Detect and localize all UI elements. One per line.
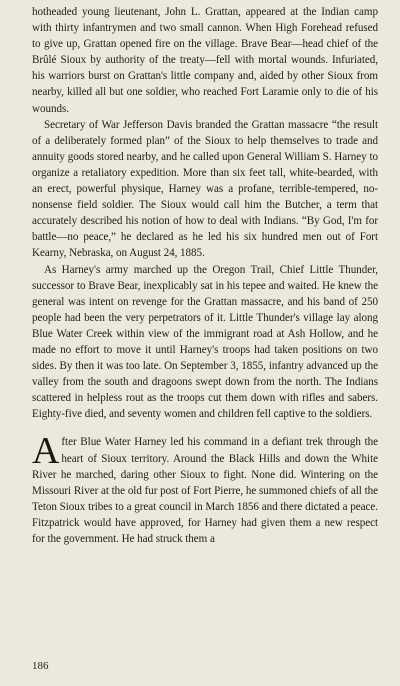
paragraph-harney-trek-text: fter Blue Water Harney led his command in a defiant trek through the heart of Sioux territory. Around the Black Hills and down the White River he marched, daring other Sioux to fight. None did. Wintering on the Missouri River at the old fur post of Fort Pierre, he summoned chiefs of all the Teton Sioux tribes to a great council in March 1856 and there dictated a peace. Fitzpatrick would have approved, for Harney had given them a new respect for the government. He had struck them a [32, 436, 378, 545]
section-break [32, 422, 378, 434]
paragraph-davis-harney: Secretary of War Jefferson Davis branded the Grattan massacre “the result of a deliberately formed plan” of the Sioux to help themselves to trade and annuity goods stored nearby, and he called upon General William S. Harney to organize a retaliatory expedition. More than six feet tall, white-bearded, with an erect, powerful physique, Harney was a profane, terrible-tempered, no-nonsense field soldier. The Sioux would call him the Butcher, a term that accurately described his notion of how to deal with Indians. “By God, I'm for battle—no peace,” he declared as he led his six hundred men out of Fort Kearny, Nebraska, on August 24, 1885. [32, 118, 378, 260]
page-number: 186 [32, 660, 49, 672]
paragraph-harney-trek [32, 430, 378, 547]
drop-cap-letter: A [32, 430, 60, 473]
body-text [32, 4, 378, 547]
paragraph-grattan-attack: hotheaded young lieutenant, John L. Grattan, appeared at the Indian camp with thirty infantrymen and two small cannon. When High Forehead refused to give up, Grattan opened fire on the village. Brave Bear—head chief of the Brûlé Sioux by authority of the treaty—fell with mortal wounds. Infuriated, his warriors burst on Grattan's little company and, aided by other Sioux from nearby, killed all but one soldier, who reached Fort Laramie only to die of his wounds. [32, 6, 378, 115]
paragraph-ash-hollow: As Harney's army marched up the Oregon Trail, Chief Little Thunder, successor to Brave Bear, inexplicably sat in his tepee and waited. He knew the general was intent on revenge for the Grattan massacre, and his band of 250 people had been the very perpetrators of it. Little Thunder's village lay along Blue Water Creek within view of the immigrant road at Ash Hollow, and he made no effort to move it until Harney's troops had taken positions on two sides. By then it was too late. On September 3, 1855, infantry advanced up the valley from the south and dragoons swept down from the north. The Indians scattered in helpless rout as the troops cut them down with rifles and sabers. Eighty-five died, and seventy women and children fell captive to the soldiers. [32, 263, 378, 421]
